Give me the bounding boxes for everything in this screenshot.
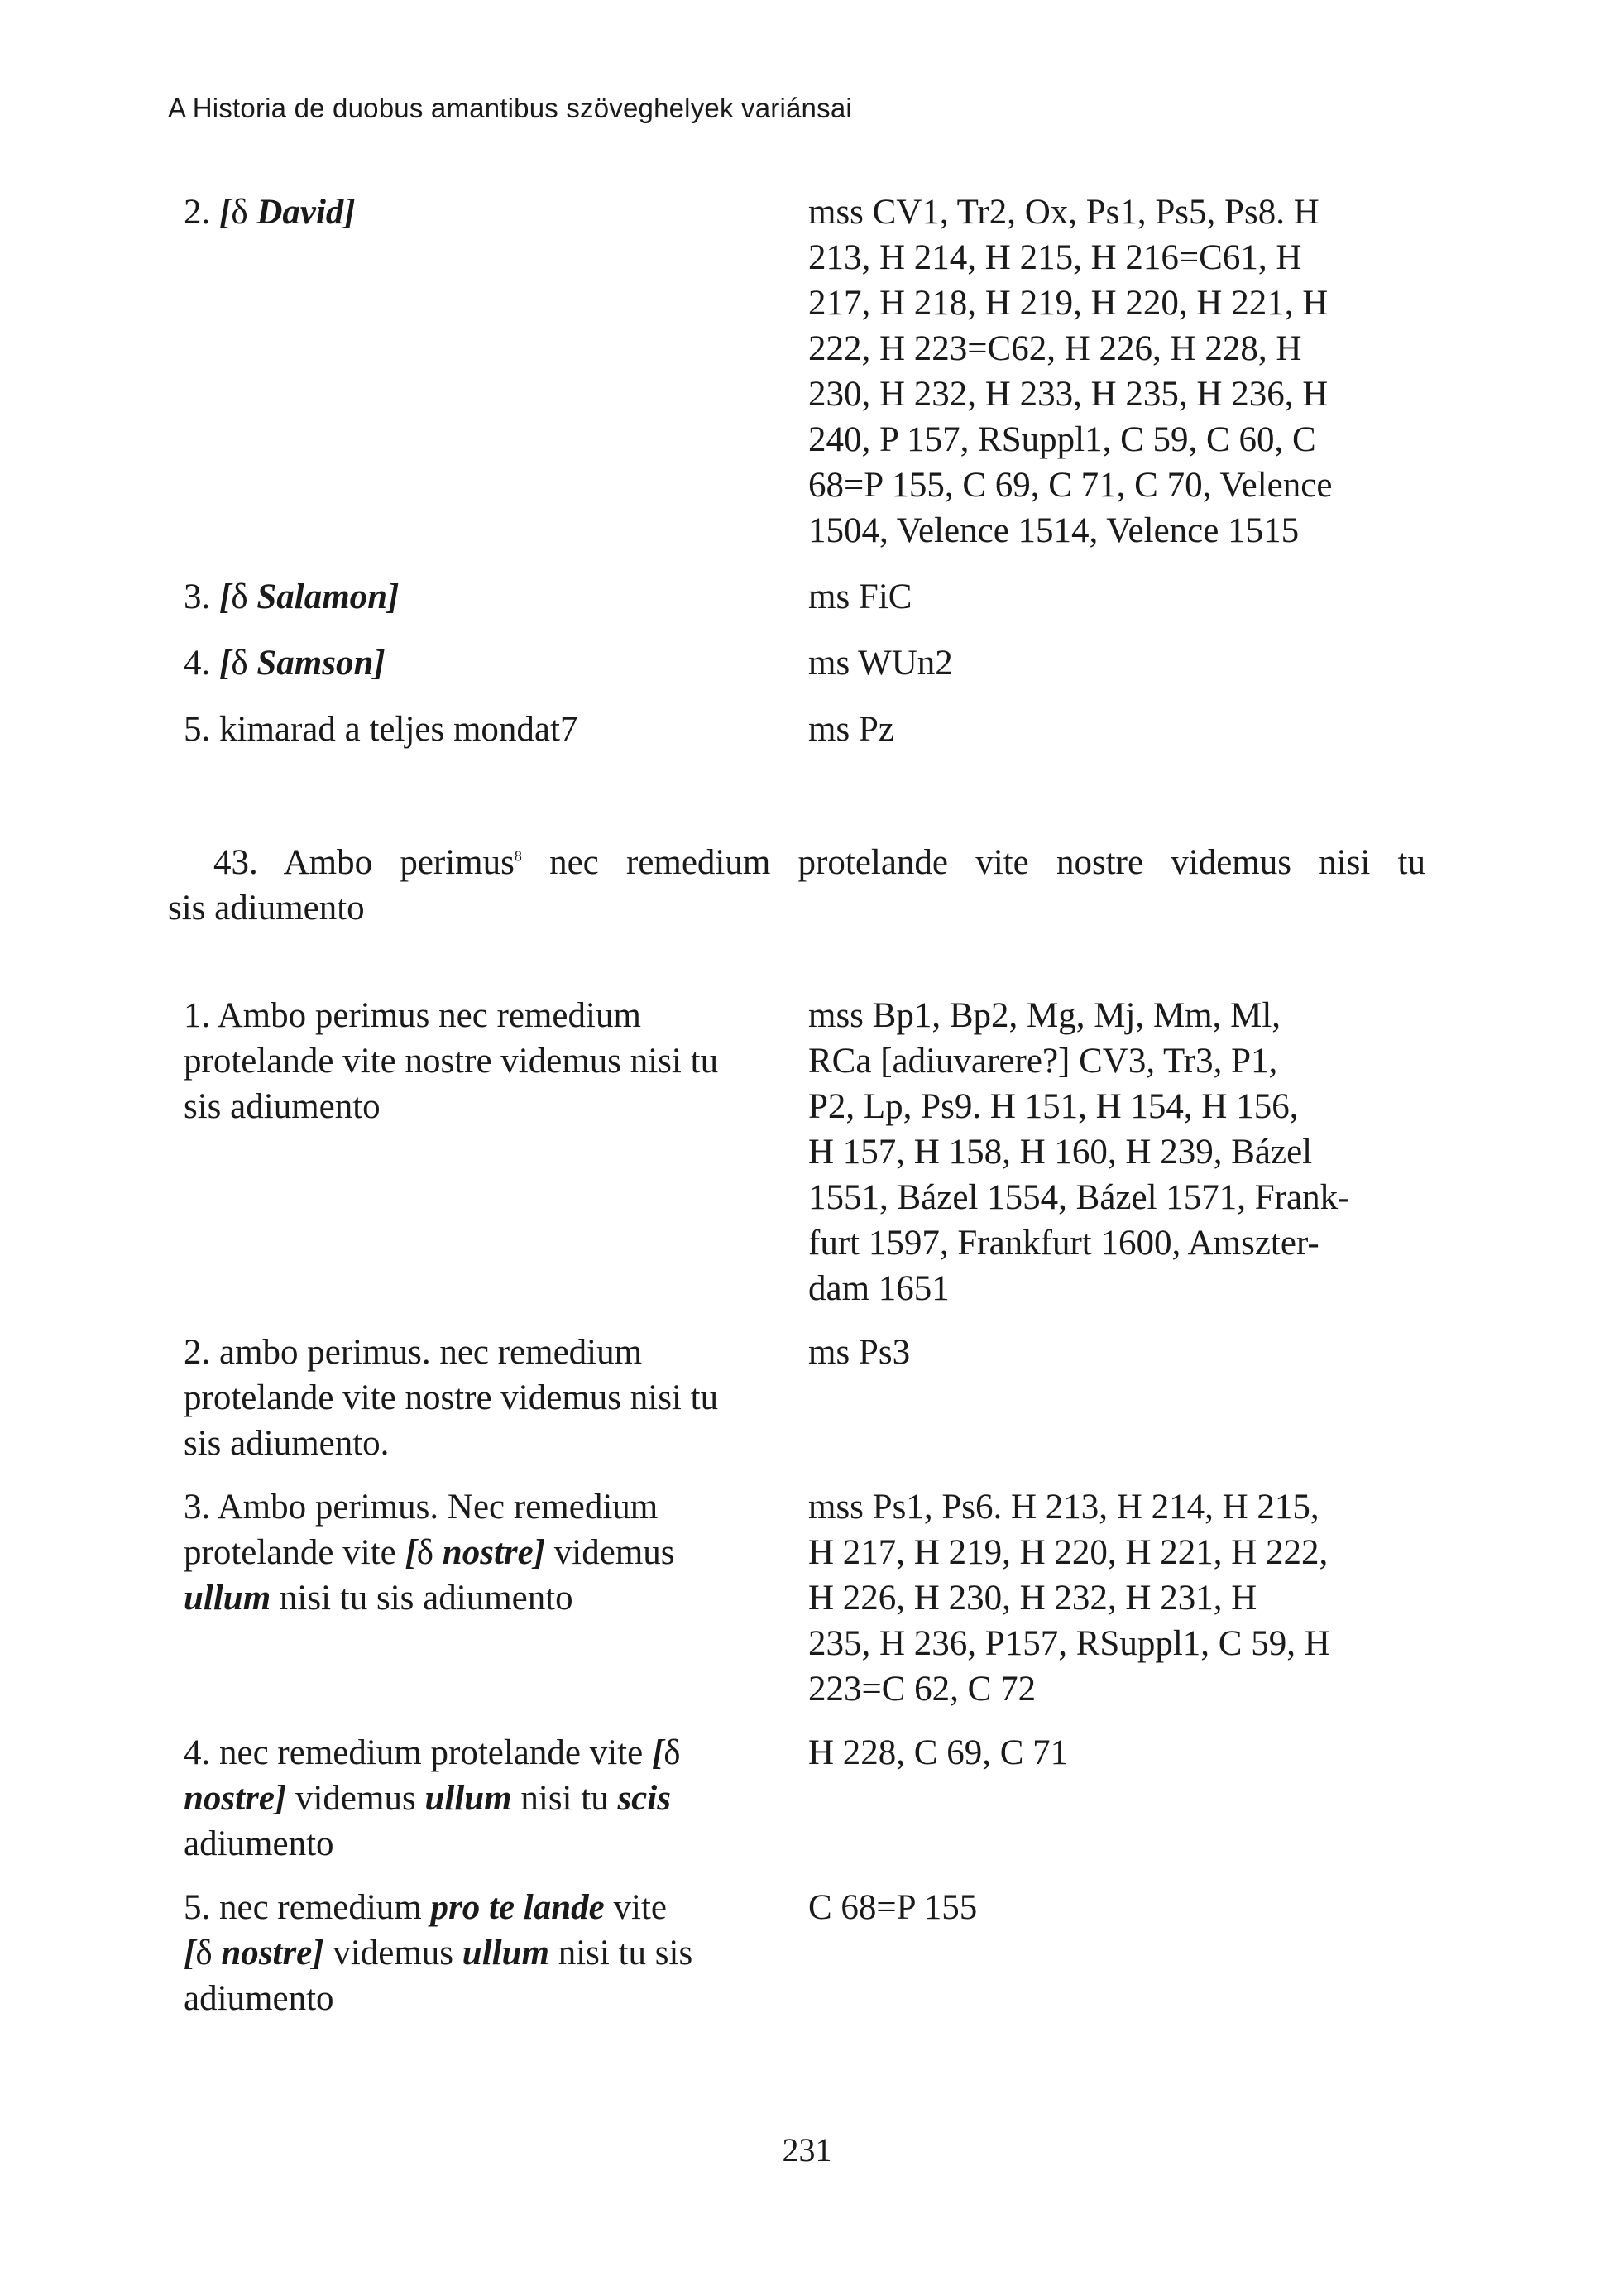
variant-reading bbox=[184, 189, 808, 554]
reading-line bbox=[184, 1530, 808, 1575]
reading-segment: adiumento bbox=[184, 1979, 334, 2018]
reading-segment: [ bbox=[219, 644, 232, 683]
reading-segment: scis bbox=[617, 1779, 671, 1818]
reading-segment: [ bbox=[219, 193, 232, 232]
reading-segment: videmus bbox=[286, 1779, 425, 1818]
witness-line: 213, H 214, H 215, H 216=C61, H bbox=[808, 238, 1302, 277]
witness-line: RCa [adiuvarere?] CV3, Tr3, P1, bbox=[808, 1042, 1278, 1081]
witness-line: ms Pz bbox=[808, 710, 894, 749]
reading-line bbox=[184, 1375, 808, 1421]
reading-segment: Salamon] bbox=[256, 578, 400, 616]
reading-segment: 2. bbox=[184, 193, 219, 232]
witness-line: P2, Lp, Ps9. H 151, H 154, H 156, bbox=[808, 1087, 1299, 1126]
reading-segment: adiumento bbox=[184, 1824, 334, 1863]
reading-segment: vite bbox=[604, 1888, 667, 1927]
witness-line: 235, H 236, P157, RSuppl1, C 59, H bbox=[808, 1624, 1330, 1663]
reading-line bbox=[184, 1776, 808, 1821]
reading-segment: [ bbox=[184, 1934, 196, 1972]
passage-43 bbox=[168, 840, 1425, 931]
reading-segment: ullum bbox=[424, 1779, 512, 1818]
witness-line: furt 1597, Frankfurt 1600, Amszter- bbox=[808, 1224, 1319, 1263]
reading-segment: δ bbox=[231, 193, 257, 232]
reading-line bbox=[184, 1330, 808, 1375]
witness-line: mss CV1, Tr2, Ox, Ps1, Ps5, Ps8. H bbox=[808, 193, 1319, 232]
witness-line: 1551, Bázel 1554, Bázel 1571, Frank- bbox=[808, 1178, 1350, 1217]
variant-witnesses bbox=[808, 993, 1404, 1311]
variant-row bbox=[184, 1330, 1425, 1466]
reading-segment: nisi tu sis bbox=[548, 1934, 693, 1972]
reading-segment: nostre] bbox=[221, 1934, 324, 1972]
witness-line: H 157, H 158, H 160, H 239, Bázel bbox=[808, 1133, 1313, 1172]
variant-witnesses bbox=[808, 640, 1404, 686]
reading-segment: protelande vite bbox=[184, 1533, 405, 1572]
witness-line: H 217, H 219, H 220, H 221, H 222, bbox=[808, 1533, 1329, 1572]
witness-line: 222, H 223=C62, H 226, H 228, H bbox=[808, 329, 1302, 368]
passage-line-2: sis adiumento bbox=[168, 889, 365, 928]
witness-line: ms FiC bbox=[808, 578, 912, 616]
reading-segment: nisi tu bbox=[511, 1779, 618, 1818]
reading-segment: 2. ambo perimus. nec remedium bbox=[184, 1333, 643, 1372]
witness-line: 217, H 218, H 219, H 220, H 221, H bbox=[808, 284, 1329, 323]
variant-witnesses bbox=[808, 1730, 1404, 1867]
variants-table-1 bbox=[184, 189, 1425, 752]
variant-row bbox=[184, 993, 1425, 1311]
variant-row bbox=[184, 1885, 1425, 2021]
witness-line: mss Ps1, Ps6. H 213, H 214, H 215, bbox=[808, 1488, 1319, 1527]
reading-line bbox=[184, 1885, 808, 1930]
reading-line bbox=[184, 1730, 808, 1776]
reading-segment: δ bbox=[195, 1934, 222, 1972]
reading-segment: 3. bbox=[184, 578, 219, 616]
reading-segment: 5. kimarad a teljes mondat7 bbox=[184, 710, 578, 749]
reading-segment: 4. bbox=[184, 644, 219, 683]
reading-segment: δ bbox=[663, 1733, 681, 1772]
reading-segment: Samson] bbox=[256, 644, 386, 683]
variant-witnesses bbox=[808, 1330, 1404, 1466]
reading-segment: videmus bbox=[323, 1934, 462, 1972]
witness-line: ms WUn2 bbox=[808, 644, 953, 683]
witness-line: 223=C 62, C 72 bbox=[808, 1670, 1037, 1709]
variant-reading bbox=[184, 707, 808, 752]
witness-line: ms Ps3 bbox=[808, 1333, 911, 1372]
variant-reading bbox=[184, 1730, 808, 1867]
passage-text-b: nec remedium protelande vite nostre videmus nisi tu bbox=[521, 843, 1425, 882]
reading-segment: nisi tu sis adiumento bbox=[271, 1579, 573, 1618]
running-head: A Historia de duobus amantibus szöveghelyek variánsai bbox=[168, 93, 852, 123]
reading-segment: 3. Ambo perimus. Nec remedium bbox=[184, 1488, 659, 1527]
variant-reading bbox=[184, 1885, 808, 2021]
reading-line bbox=[184, 1821, 808, 1867]
reading-segment: pro te lande bbox=[430, 1888, 605, 1927]
variant-row bbox=[184, 574, 1425, 620]
reading-line bbox=[184, 1484, 808, 1530]
variant-reading bbox=[184, 1484, 808, 1712]
reading-segment: sis adiumento bbox=[184, 1087, 381, 1126]
reading-segment: 5. nec remedium bbox=[184, 1888, 431, 1927]
variant-row bbox=[184, 189, 1425, 554]
reading-line bbox=[184, 1930, 808, 1976]
variant-witnesses bbox=[808, 189, 1404, 554]
reading-segment: ullum bbox=[462, 1934, 549, 1972]
reading-segment: nostre] bbox=[184, 1779, 287, 1818]
witness-line: H 228, C 69, C 71 bbox=[808, 1733, 1069, 1772]
reading-segment: 1. Ambo perimus nec remedium bbox=[184, 996, 641, 1035]
variant-reading bbox=[184, 574, 808, 620]
witness-line: C 68=P 155 bbox=[808, 1888, 978, 1927]
variant-row bbox=[184, 1730, 1425, 1867]
reading-segment: 4. nec remedium protelande vite bbox=[184, 1733, 652, 1772]
variant-row bbox=[184, 640, 1425, 686]
reading-segment: ullum bbox=[184, 1579, 271, 1618]
variant-witnesses bbox=[808, 707, 1404, 752]
witness-line: mss Bp1, Bp2, Mg, Mj, Mm, Ml, bbox=[808, 996, 1281, 1035]
witness-line: H 226, H 230, H 232, H 231, H bbox=[808, 1579, 1257, 1618]
reading-segment: δ bbox=[231, 578, 257, 616]
witness-line: 1504, Velence 1514, Velence 1515 bbox=[808, 511, 1300, 550]
reading-segment: [ bbox=[651, 1733, 664, 1772]
variant-reading bbox=[184, 993, 808, 1311]
witness-line: dam 1651 bbox=[808, 1269, 950, 1308]
variant-witnesses bbox=[808, 1885, 1404, 2021]
reading-line bbox=[184, 1421, 808, 1466]
reading-line bbox=[184, 993, 808, 1038]
passage-line-1 bbox=[168, 840, 1425, 885]
reading-segment: δ bbox=[231, 644, 257, 683]
variant-reading bbox=[184, 1330, 808, 1466]
variant-witnesses bbox=[808, 1484, 1404, 1712]
reading-segment: sis adiumento. bbox=[184, 1424, 390, 1463]
variants-table-2 bbox=[184, 993, 1425, 2021]
variant-row bbox=[184, 707, 1425, 752]
variant-reading bbox=[184, 640, 808, 686]
witness-line: 230, H 232, H 233, H 235, H 236, H bbox=[808, 375, 1329, 414]
reading-segment: [ bbox=[219, 578, 232, 616]
reading-line bbox=[184, 1575, 808, 1621]
reading-line bbox=[184, 1084, 808, 1129]
reading-segment: nostre] bbox=[442, 1533, 546, 1572]
reading-segment: [ bbox=[405, 1533, 417, 1572]
footnote-mark[interactable]: 8 bbox=[514, 847, 522, 865]
reading-segment: protelande vite nostre videmus nisi tu bbox=[184, 1378, 719, 1417]
witness-line: 240, P 157, RSuppl1, C 59, C 60, C bbox=[808, 420, 1316, 459]
page-number: 231 bbox=[782, 2131, 832, 2169]
witness-line: 68=P 155, C 69, C 71, C 70, Velence bbox=[808, 466, 1333, 505]
variant-witnesses bbox=[808, 574, 1404, 620]
reading-line bbox=[184, 1038, 808, 1084]
reading-line bbox=[184, 1976, 808, 2021]
reading-segment: protelande vite nostre videmus nisi tu bbox=[184, 1042, 719, 1081]
reading-segment: David] bbox=[256, 193, 356, 232]
variant-row bbox=[184, 1484, 1425, 1712]
passage-text-a: 43. Ambo perimus bbox=[213, 843, 515, 882]
reading-segment: videmus bbox=[545, 1533, 675, 1572]
reading-segment: δ bbox=[416, 1533, 443, 1572]
